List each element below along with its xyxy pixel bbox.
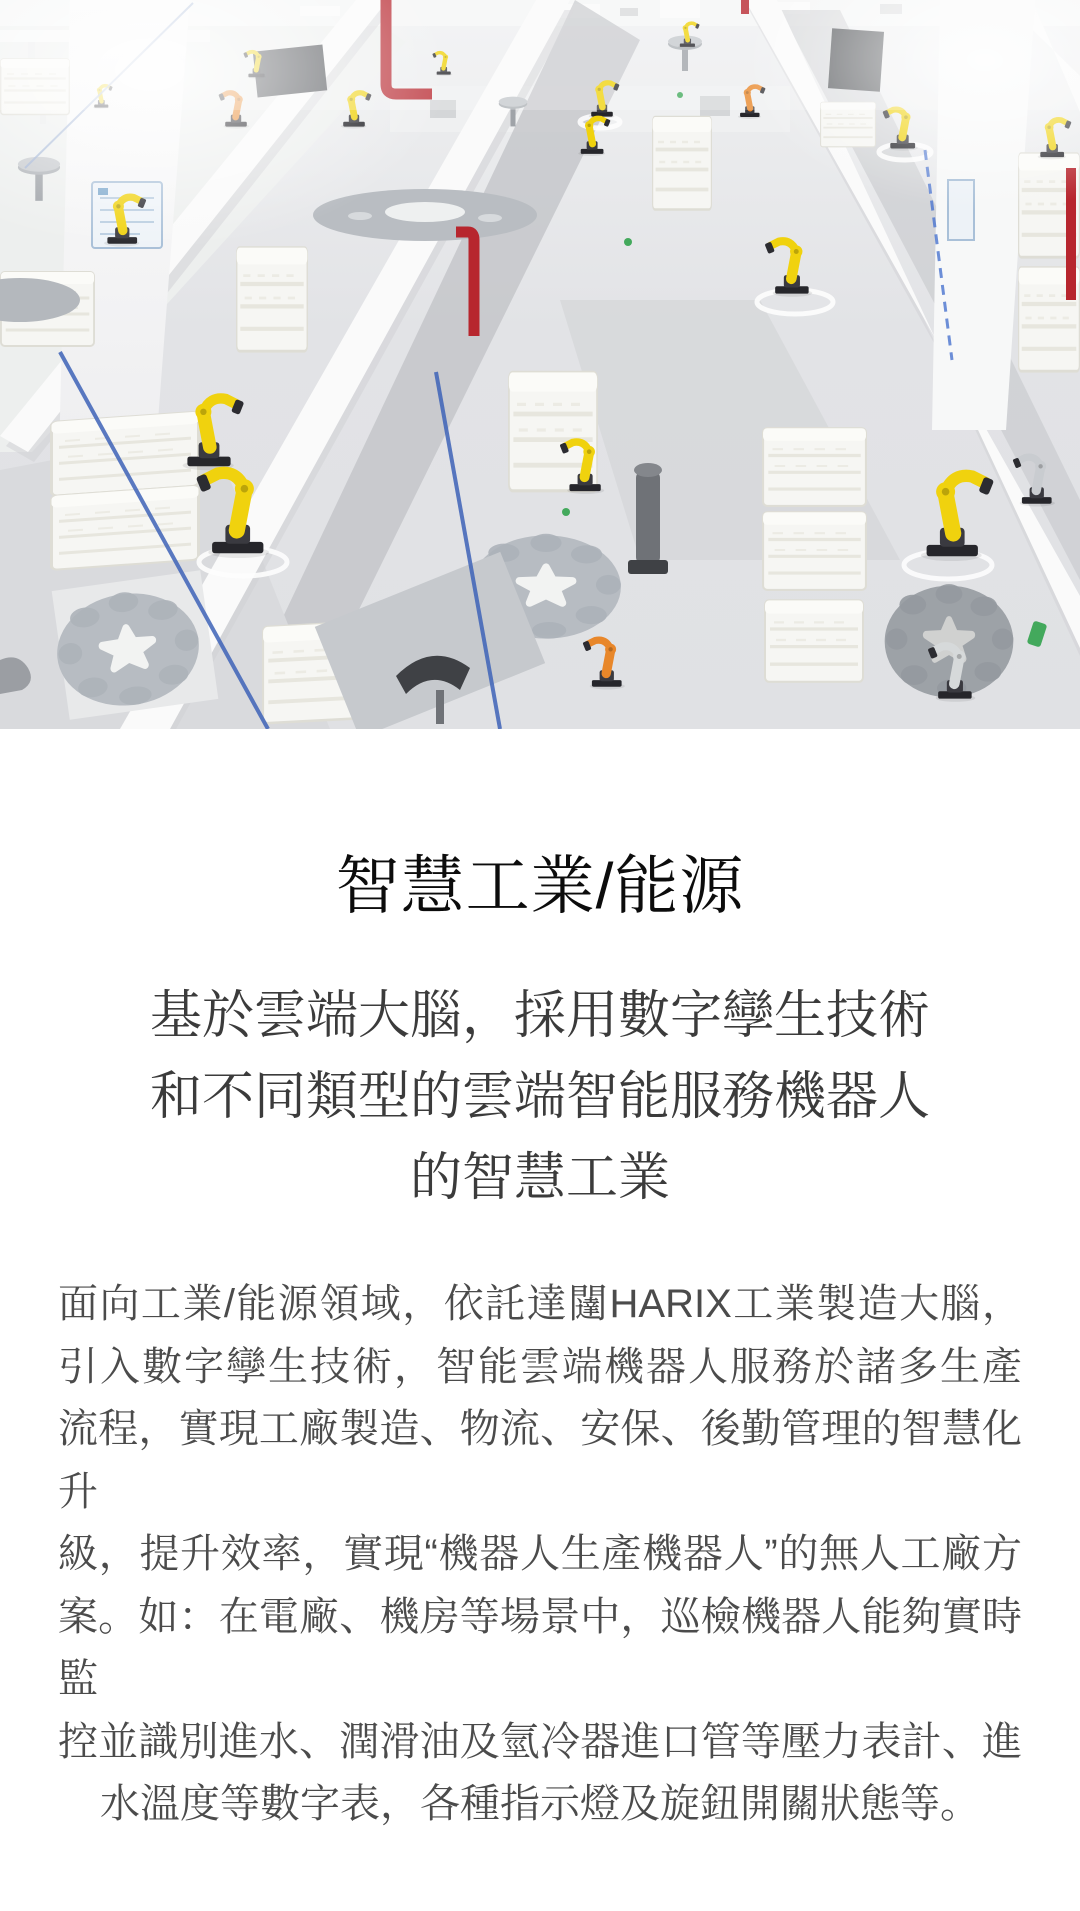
body-line: 引入數字孿生技術，智能雲端機器人服務於諸多生產 — [58, 1344, 1022, 1389]
section-body — [58, 1273, 1022, 1836]
section-subtitle — [58, 976, 1022, 1219]
content-section — [0, 729, 1080, 1836]
body-line: 水溫度等數字表，各種指示燈及旋鈕開關狀態等。 — [100, 1782, 980, 1826]
smart-factory-illustration — [0, 0, 1080, 729]
body-line: 控並識別進水、潤滑油及氫冷器進口管等壓力表計、進 — [58, 1719, 1022, 1764]
subtitle-line: 和不同類型的雲端智能服務機器人 — [149, 1068, 930, 1126]
body-line: 級，提升效率，實現“機器人生產機器人”的無人工廠方 — [58, 1532, 1022, 1576]
body-line: 案。如：在電廠、機房等場景中，巡檢機器人能夠實時監 — [58, 1594, 1022, 1701]
subtitle-line: 基於雲端大腦，採用數字孿生技術 — [149, 987, 930, 1045]
factory-hero-image — [0, 0, 1080, 729]
subtitle-line: 的智慧工業 — [409, 1149, 670, 1207]
page-title: 智慧工業/能源 — [335, 850, 745, 922]
body-line: 流程，實現工廠製造、物流、安保、後勤管理的智慧化升 — [58, 1407, 1022, 1514]
body-line: 面向工業/能源領域，依託達闥HARIX工業製造大腦， — [58, 1282, 1022, 1326]
